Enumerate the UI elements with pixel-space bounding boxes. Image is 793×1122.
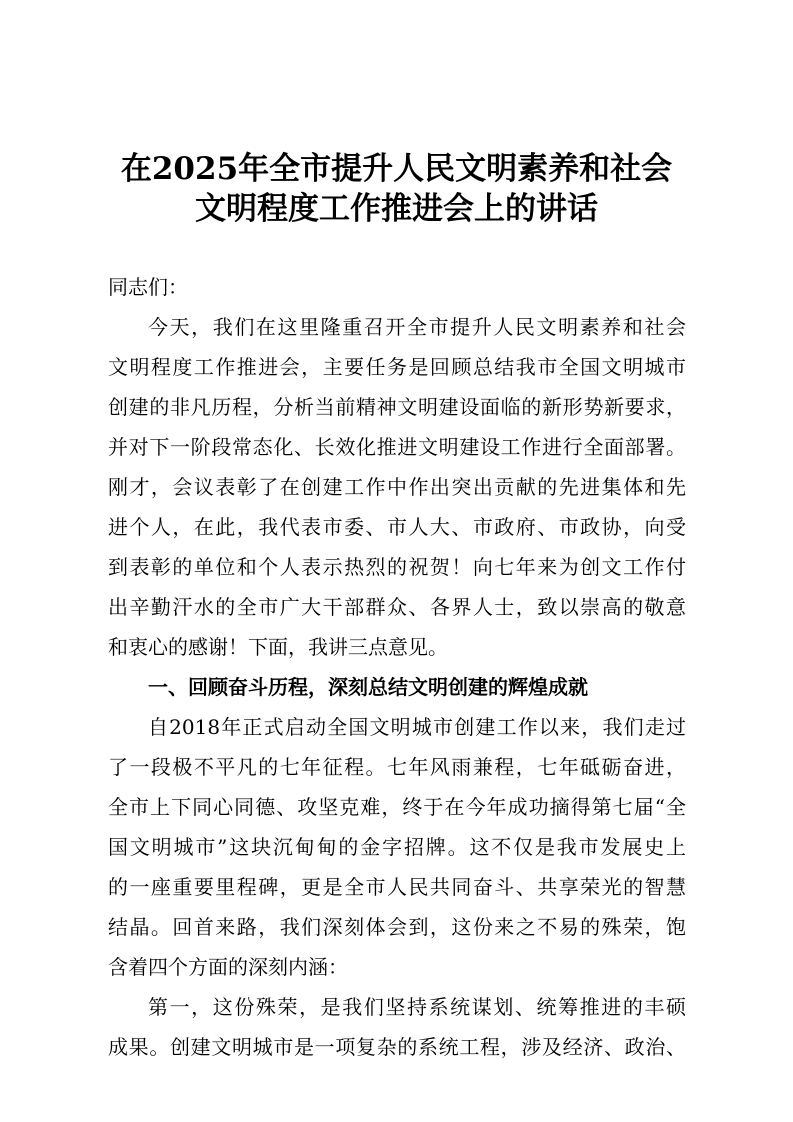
- body-line: 结晶。回首来路，我们深刻体会到，这份来之不易的殊荣，饱: [108, 915, 686, 939]
- body-line: 国文明城市”这块沉甸甸的金字招牌。这不仅是我市发展史上: [108, 835, 686, 859]
- body-line: 和衷心的感谢！下面，我讲三点意见。: [108, 635, 448, 659]
- body-line: 了一段极不平凡的七年征程。七年风雨兼程，七年砥砺奋进，: [108, 755, 686, 779]
- body-line: 今天，我们在这里隆重召开全市提升人民文明素养和社会: [148, 315, 686, 339]
- body-line: 文明程度工作推进会，主要任务是回顾总结我市全国文明城市: [108, 355, 686, 379]
- section-heading: 一、回顾奋斗历程，深刻总结文明创建的辉煌成就: [148, 675, 588, 699]
- body-line: 全市上下同心同德、攻坚克难，终于在今年成功摘得第七届“全: [108, 795, 686, 819]
- body-line: 成果。创建文明城市是一项复杂的系统工程，涉及经济、政治、: [108, 1035, 686, 1059]
- body-line: 的一座重要里程碑，更是全市人民共同奋斗、共享荣光的智慧: [108, 875, 686, 899]
- document-title-line-2: 文明程度工作推进会上的讲话: [195, 191, 598, 227]
- body-line: 创建的非凡历程，分析当前精神文明建设面临的新形势新要求，: [108, 395, 686, 419]
- document-title-line-1: 在2025年全市提升人民文明素养和社会: [120, 151, 673, 187]
- body-line: 刚才，会议表彰了在创建工作中作出突出贡献的先进集体和先: [108, 475, 686, 499]
- body-line: 进个人，在此，我代表市委、市人大、市政府、市政协，向受: [108, 515, 686, 539]
- body-line: 到表彰的单位和个人表示热烈的祝贺！向七年来为创文工作付: [108, 555, 686, 579]
- body-line: 出辛勤汗水的全市广大干部群众、各界人士，致以崇高的敬意: [108, 595, 686, 619]
- body-line: 含着四个方面的深刻内涵：: [108, 955, 348, 979]
- body-line: 第一，这份殊荣，是我们坚持系统谋划、统筹推进的丰硕: [148, 995, 686, 1019]
- salutation: 同志们：: [108, 275, 188, 299]
- body-line: 并对下一阶段常态化、长效化推进文明建设工作进行全面部署。: [108, 435, 686, 459]
- body-line: 自2018年正式启动全国文明城市创建工作以来，我们走过: [148, 715, 686, 739]
